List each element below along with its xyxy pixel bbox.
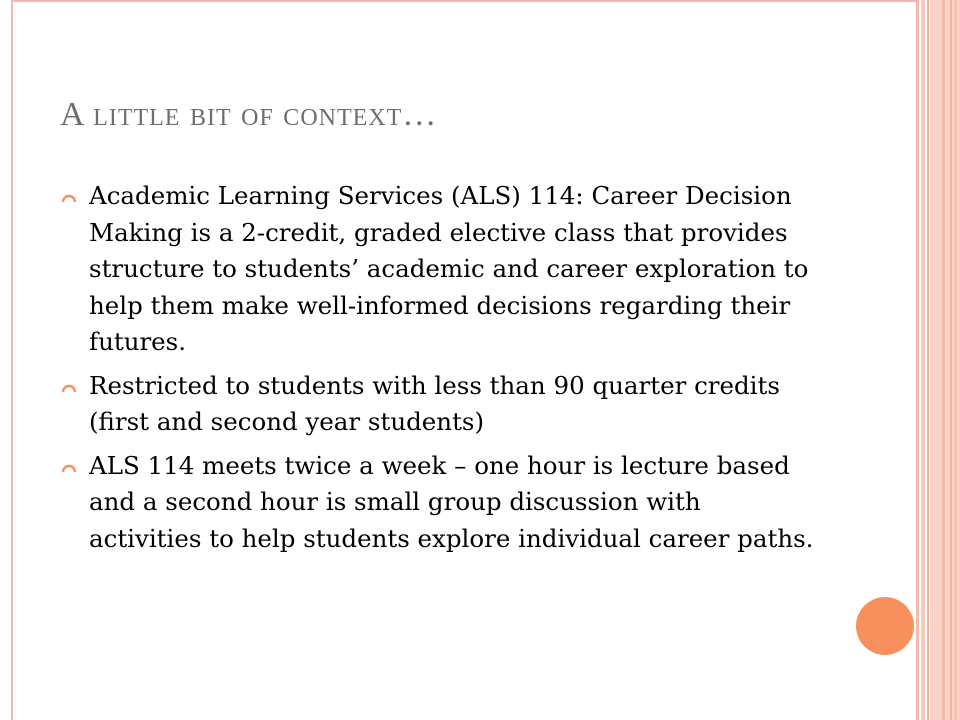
orange-half-circle-icon bbox=[62, 192, 76, 204]
decorative-circle bbox=[856, 597, 914, 655]
bullet-item bbox=[62, 448, 818, 558]
slide-title: A little bit of context… bbox=[60, 96, 438, 133]
bullet-item bbox=[62, 178, 818, 361]
bullet-text: ALS 114 meets twice a week – one hour is lecture based and a second hour is small group discussion with activities to help students explore individual career paths. bbox=[89, 450, 814, 553]
right-decorative-stripes bbox=[916, 0, 960, 720]
orange-half-circle-icon bbox=[62, 462, 76, 474]
bullet-item bbox=[62, 368, 818, 441]
bullet-text: Academic Learning Services (ALS) 114: Career Decision Making is a 2-credit, graded elective class that provides structure to students’ academic and career exploration to help them make well-informed decisions regarding their futures. bbox=[89, 181, 809, 356]
bullet-text: Restricted to students with less than 90 quarter credits (first and second year students) bbox=[89, 370, 780, 436]
bullet-list bbox=[62, 178, 818, 564]
orange-half-circle-icon bbox=[62, 382, 76, 394]
